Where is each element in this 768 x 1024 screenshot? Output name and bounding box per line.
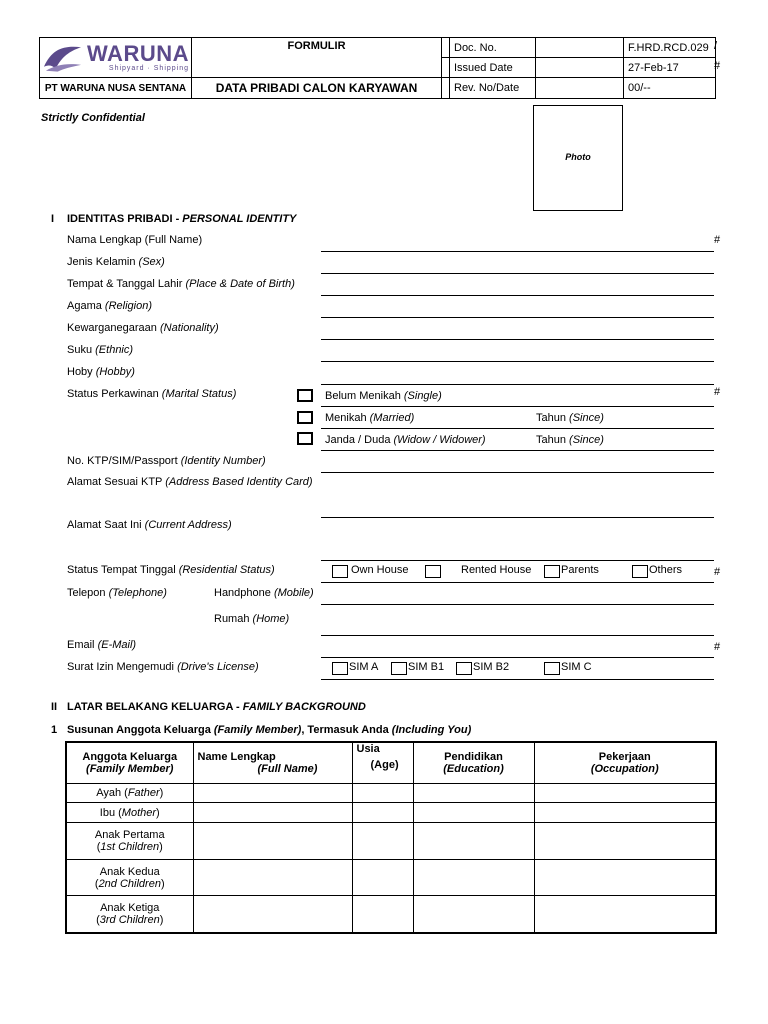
checkbox-sim-b1[interactable] [391,662,407,675]
since-label-widow: Tahun (Since) [536,434,604,446]
label-full-name: Nama Lengkap (Full Name) [67,234,203,246]
input-nationality[interactable] [321,339,714,340]
cell-input[interactable] [352,823,413,860]
checkbox-others[interactable] [632,565,648,578]
marital-line-2 [321,428,714,429]
table-row [66,896,716,933]
label-telephone: Telepon (Telephone) [67,587,167,599]
input-religion[interactable] [321,317,714,318]
option-parents: Parents [561,564,599,576]
table-row [66,803,716,823]
option-sim-b2: SIM B2 [473,661,510,673]
rev-label: Rev. No/Date [450,78,536,99]
subsection-title: Susunan Anggota Keluarga (Family Member), Termasuk Anda (Including You) [67,724,472,736]
photo-box[interactable] [533,105,623,211]
company-full-name: PT WARUNA NUSA SENTANA [40,78,192,99]
doc-no-value: F.HRD.RCD.029 [624,38,716,58]
input-ethnic[interactable] [321,361,714,362]
label-home: Rumah (Home) [214,613,290,625]
company-logo [40,38,192,78]
issued-date-label: Issued Date [450,58,536,78]
margin-hash: # [714,234,721,246]
label-religion: Agama (Religion) [67,300,152,312]
label-email: Email (E-Mail) [67,639,137,651]
cell-input[interactable] [534,896,716,933]
form-title: DATA PRIBADI CALON KARYAWAN [192,78,442,99]
input-address-ktp[interactable] [321,517,714,518]
form-label: FORMULIR [192,38,442,78]
doc-no-label: Doc. No. [450,38,536,58]
cell-input[interactable] [413,860,534,896]
option-sim-b1: SIM B1 [408,661,445,673]
column-header-age: Usia (Age) [352,742,413,784]
table-row [66,784,716,803]
since-label-married: Tahun (Since) [536,412,604,424]
label-residential: Status Tempat Tinggal (Residential Status) [67,564,275,576]
column-header-education: Pendidikan (Education) [413,742,534,784]
checkbox-parents[interactable] [544,565,560,578]
cell-input[interactable] [352,896,413,933]
option-widow: Janda / Duda (Widow / Widower) [325,434,486,446]
cell-input[interactable] [413,803,534,823]
option-own-house: Own House [351,564,409,576]
family-table [65,741,717,934]
label-address-now: Alamat Saat Ini (Current Address) [67,519,232,531]
checkbox-sim-b2[interactable] [456,662,472,675]
checkbox-rented-house[interactable] [425,565,441,578]
label-nationality: Kewarganegaraan (Nationality) [67,322,219,334]
issued-date-value: 27-Feb-17 [624,58,716,78]
margin-mark: / [714,40,718,52]
checkbox-sim-a[interactable] [332,662,348,675]
cell-input[interactable] [534,803,716,823]
column-header-occupation: Pekerjaan (Occupation) [534,742,716,784]
license-line [321,679,714,680]
margin-hash: # [714,386,721,398]
option-others: Others [649,564,683,576]
photo-label: Photo [565,152,591,162]
cell-input[interactable] [352,803,413,823]
label-ethnic: Suku (Ethnic) [67,344,134,356]
cell-input[interactable] [352,784,413,803]
cell-input[interactable] [413,896,534,933]
cell-input[interactable] [534,860,716,896]
label-marital: Status Perkawinan (Marital Status) [67,388,237,400]
residential-line [321,582,714,583]
section1-number: I [51,213,55,225]
margin-hash: # [714,641,721,653]
subsection-number: 1 [51,724,58,736]
form-header [39,37,718,98]
table-row [66,860,716,896]
cell-input[interactable] [534,784,716,803]
option-married: Menikah (Married) [325,412,415,424]
label-birth: Tempat & Tanggal Lahir (Place & Date of Birth) [67,278,295,290]
checkbox-single[interactable] [297,389,313,402]
input-home[interactable] [321,635,714,636]
row-label-second-child: Anak Kedua (2nd Children) [66,860,193,896]
row-label-mother: Ibu (Mother) [66,803,193,823]
option-sim-c: SIM C [561,661,592,673]
input-email[interactable] [321,657,714,658]
row-label-father: Ayah (Father) [66,784,193,803]
input-hobby[interactable] [321,384,714,385]
option-single: Belum Menikah (Single) [325,390,442,402]
section2-title: LATAR BELAKANG KELUARGA - FAMILY BACKGROUND [67,701,366,713]
label-license: Surat Izin Mengemudi (Drive's License) [67,661,259,673]
marital-line-3 [321,450,714,451]
rev-value: 00/-- [624,78,716,99]
cell-input[interactable] [413,784,534,803]
marital-line-1 [321,406,714,407]
column-header-name: Name Lengkap (Full Name) [193,742,352,784]
cell-input[interactable] [413,823,534,860]
input-full-name[interactable] [321,251,714,252]
checkbox-sim-c[interactable] [544,662,560,675]
margin-hash: # [714,60,721,72]
section2-number: II [51,701,58,713]
label-sex: Jenis Kelamin (Sex) [67,256,165,268]
confidential-note: Strictly Confidential [41,112,145,124]
row-label-third-child: Anak Ketiga (3rd Children) [66,896,193,933]
label-identity: No. KTP/SIM/Passport (Identity Number) [67,455,266,467]
checkbox-own-house[interactable] [332,565,348,578]
cell-input[interactable] [193,896,352,933]
cell-input[interactable] [193,803,352,823]
cell-input[interactable] [193,784,352,803]
label-hobby: Hoby (Hobby) [67,366,135,378]
checkbox-married[interactable] [297,411,313,424]
company-tagline: Shipyard · Shipping [108,65,189,72]
waruna-wave-logo-icon [42,43,83,73]
input-birth[interactable] [321,295,714,296]
cell-input[interactable] [193,823,352,860]
cell-input[interactable] [352,860,413,896]
section1-title: IDENTITAS PRIBADI - PERSONAL IDENTITY [67,213,297,225]
option-rented-house: Rented House [461,564,532,576]
input-identity[interactable] [321,472,714,473]
label-address-ktp: Alamat Sesuai KTP (Address Based Identity Card) [67,476,313,488]
column-header-member: Anggota Keluarga (Family Member) [66,742,193,784]
row-label-first-child: Anak Pertama (1st Children) [66,823,193,860]
margin-hash: # [714,566,721,578]
input-sex[interactable] [321,273,714,274]
option-sim-a: SIM A [349,661,379,673]
label-mobile: Handphone (Mobile) [214,587,314,599]
cell-input[interactable] [534,823,716,860]
checkbox-widow[interactable] [297,432,313,445]
table-row [66,823,716,860]
cell-input[interactable] [193,860,352,896]
input-address-now[interactable] [321,560,714,561]
input-mobile[interactable] [321,604,714,605]
company-name: WARUNA [87,41,189,66]
